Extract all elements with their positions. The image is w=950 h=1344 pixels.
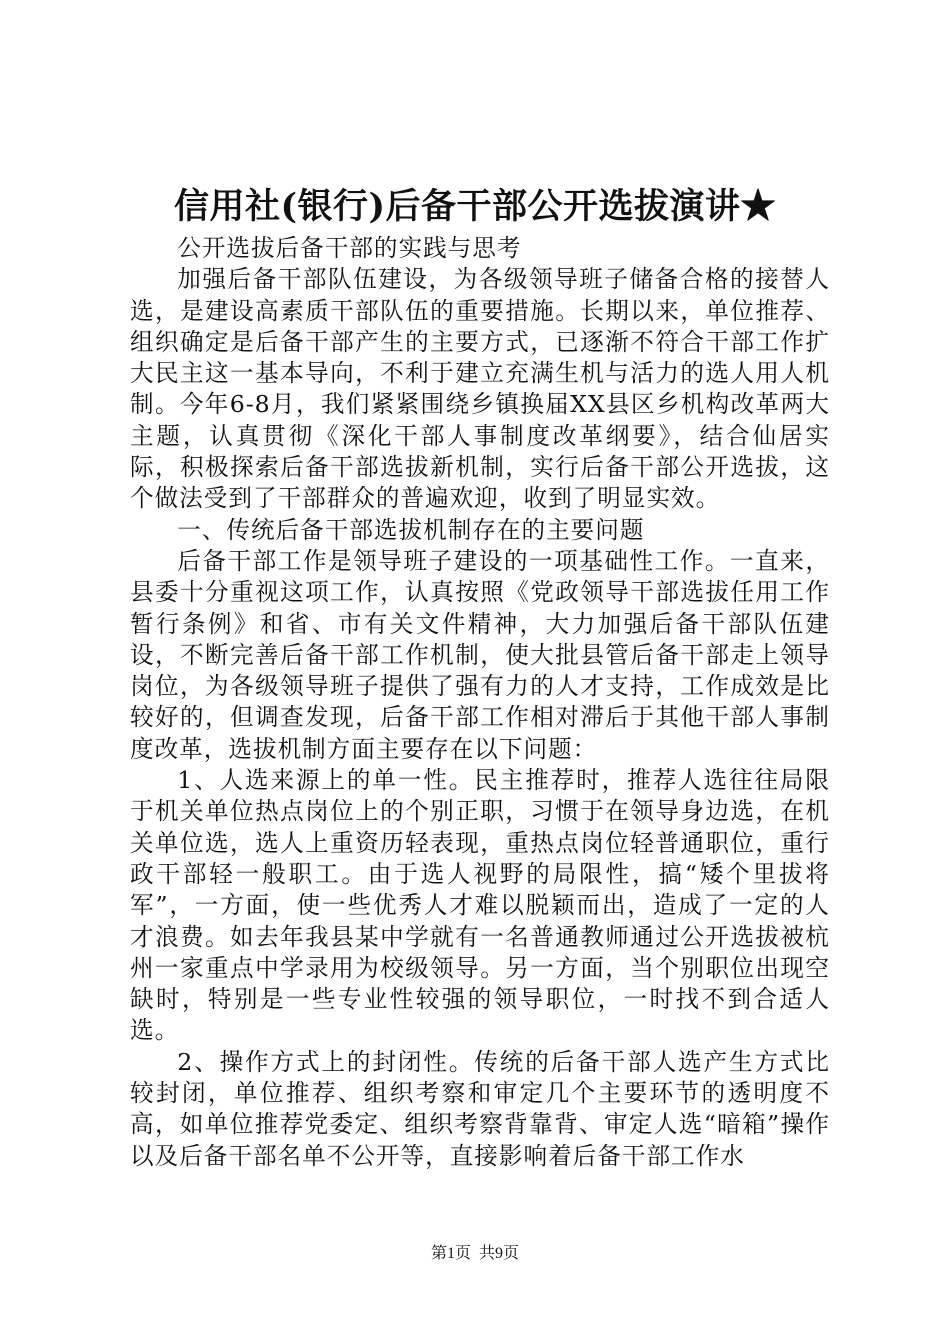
body-paragraph: 1、人选来源上的单一性。民主推荐时，推荐人选往往局限于机关单位热点岗位上的个别正职，习惯于在领导身边选，在机关单位选，选人上重资历轻表现，重热点岗位轻普通职位，重行政干部轻一般职工。由于选人视野的局限性，搞“矮个里拔将军”，一方面，使一些优秀人才难以脱颖而出，造成了一定的人才浪费。如去年我县某中学就有一名普通教师通过公开选拔被杭州一家重点中学录用为校级领导。另一方面，当个别职位出现空缺时，特别是一些专业性较强的领导职位，一时找不到合适人选。 bbox=[130, 766, 830, 1045]
body-paragraph: 一、传统后备干部选拔机制存在的主要问题 bbox=[177, 515, 645, 544]
page-footer bbox=[0, 1243, 950, 1265]
page-total: 共9页 bbox=[479, 1245, 520, 1262]
body-paragraph: 2、操作方式上的封闭性。传统的后备干部人选产生方式比较封闭，单位推荐、组织考察和审定几个主要环节的透明度不高，如单位推荐党委定、组织考察背靠背、审定人选“暗箱”操作以及后备干部名单不公开等，直接影响着后备干部工作水 bbox=[130, 1047, 830, 1170]
body-paragraph: 后备干部工作是领导班子建设的一项基础性工作。一直来，县委十分重视这项工作，认真按照《党政领导干部选拔任用工作暂行条例》和省、市有关文件精神，大力加强后备干部队伍建设，不断完善后备干部工作机制，使大批县管后备干部走上领导岗位，为各级领导班子提供了强有力的人才支持，工作成效是比较好的，但调查发现，后备干部工作相对滞后于其他干部人事制度改革，选拔机制方面主要存在以下问题： bbox=[130, 546, 830, 763]
document-title: 信用社(银行)后备干部公开选拔演讲★ bbox=[173, 186, 777, 227]
body-paragraph: 加强后备干部队伍建设，为各级领导班子储备合格的接替人选，是建设高素质干部队伍的重要措施。长期以来，单位推荐、组织确定是后备干部产生的主要方式，已逐渐不符合干部工作扩大民主这一基本导向，不利于建立充满生机与活力的选人用人机制。今年6-8月，我们紧紧围绕乡镇换届XX县区乡机构改革两大主题，认真贯彻《深化干部人事制度改革纲要》，结合仙居实际，积极探索后备干部选拔新机制，实行后备干部公开选拔，这个做法受到了干部群众的普遍欢迎，收到了明显实效。 bbox=[130, 265, 830, 513]
document-body bbox=[130, 233, 830, 1172]
page-number: 第1页 bbox=[430, 1245, 471, 1262]
body-paragraph: 公开选拔后备干部的实践与思考 bbox=[177, 234, 522, 262]
